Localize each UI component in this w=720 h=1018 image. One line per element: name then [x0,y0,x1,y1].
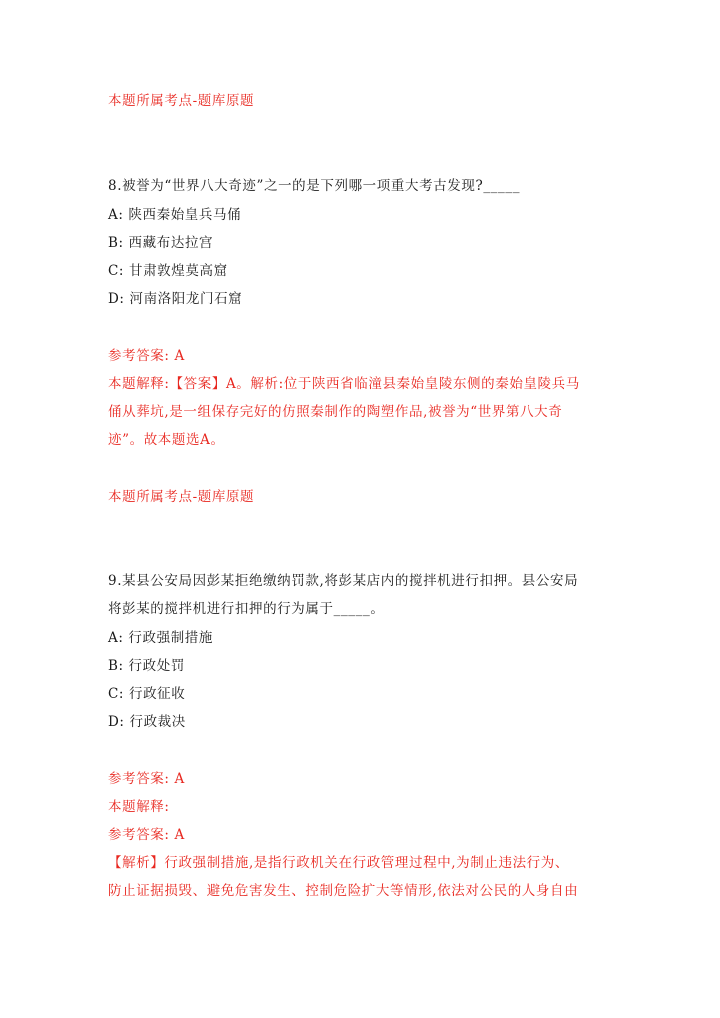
question-8-option-c: C: 甘肃敦煌莫高窟 [108,263,228,279]
question-9-stem-line-2: 将彭某的搅拌机进行扣押的行为属于_____。 [108,601,385,617]
question-8-answer: 参考答案: A [108,348,185,364]
topic-source-label-2: 本题所属考点-题库原题 [108,489,255,505]
question-8-option-a: A: 陕西秦始皇兵马俑 [108,207,242,223]
question-9-option-a: A: 行政强制措施 [108,630,213,646]
question-9-answer: 参考答案: A [108,771,185,787]
question-9-option-b: B: 行政处罚 [108,658,185,674]
question-8-option-b: B: 西藏布达拉宫 [108,235,214,251]
topic-source-label: 本题所属考点-题库原题 [108,93,255,109]
question-9-explanation-label: 本题解释: [108,799,170,815]
question-9-answer-repeat: 参考答案: A [108,827,185,843]
question-9-option-c: C: 行政征收 [108,686,186,702]
question-8-explanation-line-2: 俑从葬坑,是一组保存完好的仿照秦制作的陶塑作品,被誉为“世界第八大奇 [108,404,563,420]
question-8-explanation-line-3: 迹”。故本题选A。 [108,432,225,448]
question-9-option-d: D: 行政裁决 [108,714,186,730]
question-8-explanation-line-1: 本题解释:【答案】A。解析:位于陕西省临潼县秦始皇陵东侧的秦始皇陵兵马 [108,376,580,392]
question-8-option-d: D: 河南洛阳龙门石窟 [108,291,243,307]
question-9-explanation-line-1: 【解析】行政强制措施,是指行政机关在行政管理过程中,为制止违法行为、 [108,855,569,871]
question-8-stem: 8.被誉为“世界八大奇迹”之一的是下列哪一项重大考古发现?_____ [108,178,521,194]
question-9-stem-line-1: 9.某县公安局因彭某拒绝缴纳罚款,将彭某店内的搅拌机进行扣押。县公安局 [108,573,579,589]
question-9-explanation-line-2: 防止证据损毁、避免危害发生、控制危险扩大等情形,依法对公民的人身自由 [108,883,579,899]
